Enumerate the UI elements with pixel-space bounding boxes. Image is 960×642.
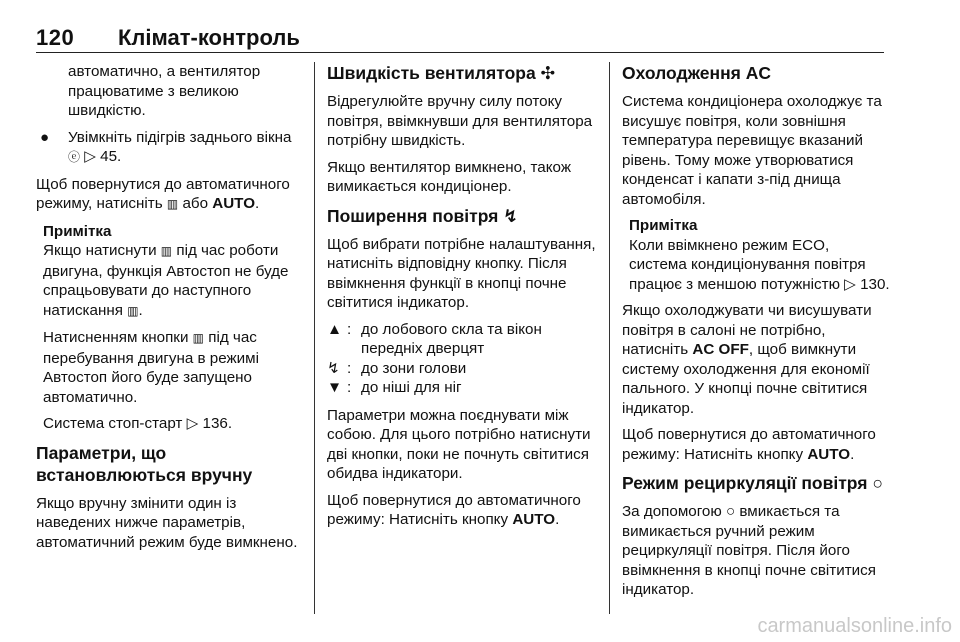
- paragraph-text: .: [255, 195, 260, 212]
- ac-off-label: AC OFF: [692, 341, 749, 358]
- note-paragraph-stop-start: Система стоп-старт ▷ 136.: [43, 415, 233, 432]
- note-title: Примітка: [43, 222, 112, 240]
- max-fan-icon: ▥: [192, 331, 205, 345]
- list-item: [327, 378, 597, 398]
- note-text: .: [138, 301, 143, 319]
- bullet-dot-icon: ●: [40, 128, 50, 146]
- note-text: під час роботи двигуна, функція Автостоп не буде спрацьовувати до наступного натискання: [43, 242, 289, 319]
- page-header: [36, 24, 884, 53]
- paragraph-text: Якщо охолоджувати чи висушувати повітря в салоні не потрібно, натисніть: [622, 302, 872, 358]
- paragraph-manual: Якщо вручну змінити один із наведених нижче параметрів, автоматичний режим буде вимкнено.: [36, 494, 298, 551]
- paragraph-combine: Параметри можна поєднувати між собою. Для цього потрібно натиснути дві кнопки, поки не почнуть світитися обидва індикатори.: [327, 406, 591, 482]
- paragraph-fan-2: Якщо вентилятор вимкнено, також вимикається кондиціонер.: [327, 158, 571, 195]
- watermark: carmanualsonline.info: [757, 615, 952, 637]
- heading-recirculation: Режим рециркуляції повітря ○: [622, 473, 883, 493]
- max-fan-icon: ▥: [127, 303, 139, 318]
- max-fan-icon: ▥: [166, 197, 179, 211]
- paragraph-text: або: [178, 195, 213, 212]
- max-fan-icon: ▥: [160, 244, 173, 258]
- note-text: Якщо натиснути: [43, 242, 161, 259]
- column-divider-2: [609, 62, 610, 614]
- auto-label: AUTO: [212, 195, 256, 212]
- paragraph-text: , щоб вимкнути систему охолодження для економії пального. У кнопці почне світитися індикатор.: [622, 341, 870, 417]
- note-text: під час перебування двигуна в режимі Автостоп його буде запущено автоматично.: [43, 329, 259, 406]
- auto-label: AUTO: [807, 445, 851, 463]
- note-text: Натисненням кнопки: [43, 329, 193, 346]
- bullet-text: Увімкніть підігрів заднього вікна: [68, 128, 292, 146]
- list-colon: :: [347, 320, 352, 338]
- windscreen-arrow-icon: ▲: [327, 320, 343, 338]
- list-item-text: до ніші для ніг: [361, 379, 462, 396]
- page-reference: ▷ 45.: [80, 148, 122, 165]
- list-item: [327, 359, 597, 379]
- list-colon: :: [347, 379, 352, 396]
- paragraph-text: вмикається та вимикається ручний режим рециркуляції повітря. Після його ввімкнення в кнопці почне світитися індикатор.: [622, 503, 876, 598]
- page-number: 120: [36, 25, 75, 50]
- column-divider-1: [314, 62, 315, 614]
- footwell-arrow-icon: ▼: [327, 379, 343, 396]
- bullet-rear-window-heating: [36, 128, 304, 168]
- list-item: [327, 320, 597, 359]
- auto-label: AUTO: [512, 511, 556, 528]
- paragraph-text: Щоб повернутися до автоматичного режиму, натисніть: [36, 175, 290, 212]
- paragraph-return-auto: [327, 491, 597, 530]
- column-right: [622, 62, 890, 607]
- paragraph-return-auto: [622, 425, 890, 464]
- paragraph-distribution: Щоб вибрати потрібне налаштування, натисніть відповідну кнопку. Після ввімкнення функції в кнопці почне світитися індикатор.: [327, 235, 596, 311]
- list-item-text: до зони голови: [361, 359, 467, 377]
- column-left: [36, 62, 304, 559]
- heading-manual-settings: Параметри, що встановлюються вручну: [36, 442, 253, 485]
- paragraph-return-auto: [36, 175, 304, 215]
- paragraph-continued: автоматично, а вентилятор працюватиме з великою швидкістю.: [68, 63, 261, 119]
- note-paragraph: [43, 241, 304, 321]
- note-title: Примітка: [629, 217, 698, 234]
- heading-air-distribution: Поширення повітря ↯: [327, 205, 518, 226]
- note-block: [622, 216, 890, 294]
- paragraph-text: Щоб повернутися до автоматичного режиму: Натисніть кнопку: [327, 491, 581, 528]
- paragraph-ac-off: [622, 301, 890, 418]
- distribution-list: [327, 320, 597, 398]
- paragraph-text: .: [555, 511, 560, 528]
- paragraph-fan-1: Відрегулюйте вручну силу потоку повітря, ввімкнувши для вентилятора потрібну швидкість.: [327, 93, 593, 149]
- paragraph-recirculation: [622, 502, 890, 600]
- list-item-text: до лобового скла та вікон передніх дверцят: [361, 320, 542, 357]
- paragraph-text: .: [850, 445, 855, 463]
- paragraph-text: За допомогою: [622, 503, 726, 520]
- page-title: Клімат-контроль: [118, 25, 300, 50]
- heading-ac-cooling: Охолодження AC: [622, 63, 772, 83]
- note-paragraph: [43, 328, 304, 407]
- note-block: [36, 222, 304, 434]
- heading-fan-speed: Швидкість вентилятора ✣: [327, 63, 556, 83]
- note-paragraph-eco: Коли ввімкнено режим ECO, система кондиціонування повітря працює з меншою потужністю ▷ 130.: [629, 236, 890, 293]
- paragraph-text: Щоб повернутися до автоматичного режиму: Натисніть кнопку: [622, 426, 876, 463]
- list-colon: :: [347, 359, 352, 377]
- column-middle: [327, 62, 597, 537]
- paragraph-cooling: Система кондиціонера охолоджує та висушує повітря, коли зовнішня температура перевищує вказаний рівень. Тому може утворюватися конденсат і капати з-під днища автомобіля.: [622, 93, 882, 208]
- head-area-icon: ↯: [327, 359, 340, 377]
- rear-window-heating-icon: ⓔ: [68, 150, 81, 164]
- recirculation-icon: ○: [725, 503, 736, 520]
